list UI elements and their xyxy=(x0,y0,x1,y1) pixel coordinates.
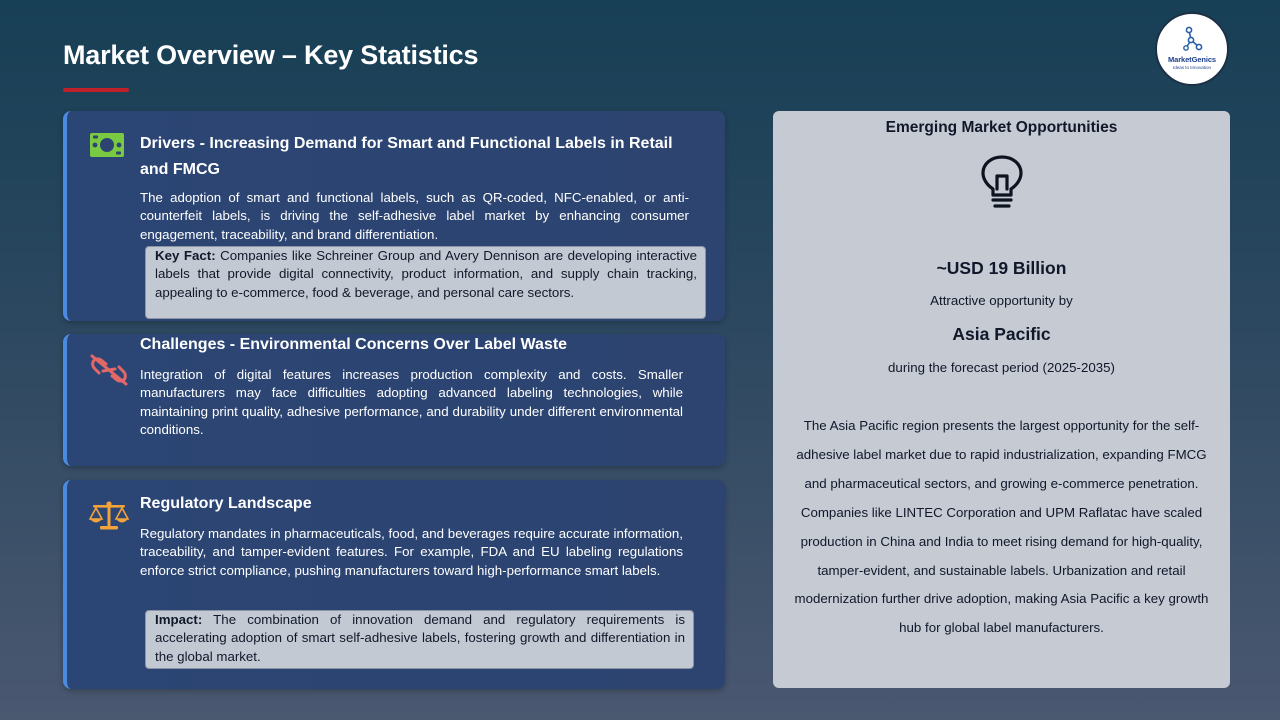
regulatory-heading: Regulatory Landscape xyxy=(140,495,312,512)
logo-name: MarketGenics xyxy=(1168,55,1216,64)
impact-label: Impact: xyxy=(155,612,203,627)
page-title: Market Overview – Key Statistics xyxy=(63,40,479,70)
network-nodes-icon xyxy=(1183,26,1203,52)
opportunity-description: The Asia Pacific region presents the largest opportunity for the self-adhesive label market due to rapid industrialization, expanding FMCG and pharmaceutical sectors, and growing e-commerce penetration. Companies like LINTEC Corporation and UPM Raflatac have scaled production in China and India to meet rising demand for high-quality, tamper-evident, and sustainable labels. Urbanization and retail modernization further drive adoption, making Asia Pacific a key growth hub for global label manufacturers. xyxy=(794,418,1209,636)
impact-text: The combination of innovation demand and regulatory requirements is accelerating adoption of smart self-adhesive labels, fostering growth and differentiation in the global market. xyxy=(155,612,685,664)
lightbulb-icon xyxy=(978,155,1026,211)
regulatory-card xyxy=(63,480,725,689)
opportunity-title: Emerging Market Opportunities xyxy=(885,119,1118,136)
company-logo xyxy=(1155,12,1229,86)
drivers-heading: Drivers - Increasing Demand for Smart and Functional Labels in Retail and FMCG xyxy=(140,135,673,178)
challenges-card xyxy=(63,334,725,466)
challenges-heading: Challenges - Environmental Concerns Over Label Waste xyxy=(140,336,568,353)
regulatory-body: Regulatory mandates in pharmaceuticals, food, and beverages require accurate information, traceability, and tamper-evident features. For example, FDA and EU labeling regulations enforce strict compliance, pushing manufacturers toward high-performance smart labels. xyxy=(140,526,683,578)
key-fact-box xyxy=(145,246,706,319)
opportunity-value: ~USD 19 Billion xyxy=(936,258,1067,278)
drivers-body: The adoption of smart and functional labels, such as QR-coded, NFC-enabled, or anti-counterfeit labels, is driving the self-adhesive label market by enhancing consumer engagement, traceability, and brand differentiation. xyxy=(140,190,689,242)
title-underline xyxy=(63,88,129,92)
money-bill-icon xyxy=(89,132,125,158)
key-fact-label: Key Fact: xyxy=(155,248,216,263)
impact-box xyxy=(145,610,694,669)
opportunity-panel xyxy=(773,111,1230,688)
key-fact-text: Companies like Schreiner Group and Avery Dennison are developing interactive labels that provide digital connectivity, product information, and supply chain tracking, appealing to e-commerce, food & beverage, and personal care sectors. xyxy=(155,248,697,300)
logo-tagline: Ideas to Innovation xyxy=(1172,65,1212,70)
opportunity-subtitle: Attractive opportunity by xyxy=(930,293,1073,308)
challenges-body: Integration of digital features increases production complexity and costs. Smaller manufacturers may face difficulties adopting advanced labeling technologies, while maintaining print quality, adhesive performance, and durability under different environmental conditions. xyxy=(140,367,683,437)
opportunity-period: during the forecast period (2025-2035) xyxy=(888,360,1115,375)
drivers-card xyxy=(63,111,725,321)
balance-scale-icon xyxy=(89,499,129,531)
opportunity-region: Asia Pacific xyxy=(952,324,1051,344)
broken-link-icon xyxy=(89,354,129,386)
